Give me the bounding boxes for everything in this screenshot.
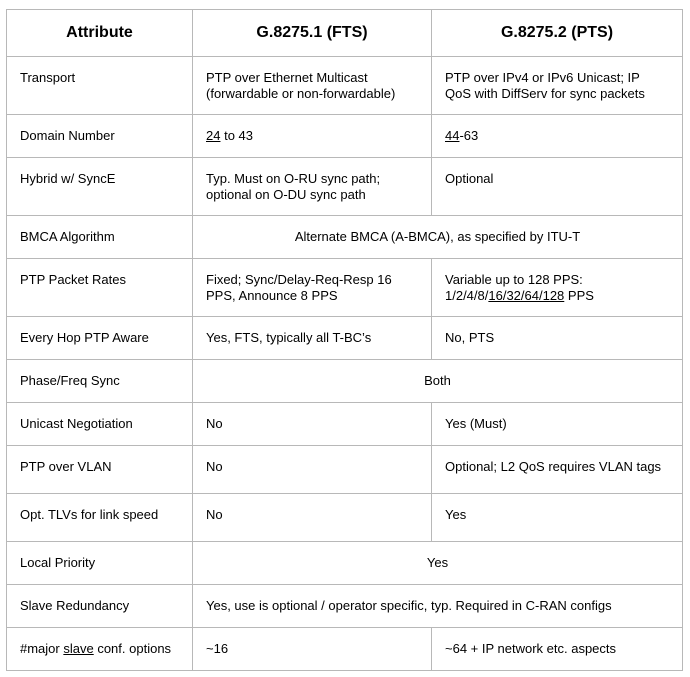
attr-vlan: PTP over VLAN — [7, 446, 193, 494]
attr-domain: Domain Number — [7, 115, 193, 158]
fts-vlan: No — [193, 446, 432, 494]
attr-rates: PTP Packet Rates — [7, 259, 193, 317]
attr-priority: Local Priority — [7, 542, 193, 585]
both-bmca: Alternate BMCA (A-BMCA), as specified by ITU-T — [193, 216, 683, 259]
attr-transport: Transport — [7, 57, 193, 115]
pts-options: ~64 + IP network etc. aspects — [432, 628, 683, 671]
pts-domain — [432, 115, 683, 158]
pts-domain-end: -63 — [459, 128, 479, 143]
attr-options-start: #major — [20, 641, 64, 656]
header-row — [7, 10, 683, 57]
attr-hybrid: Hybrid w/ SyncE — [7, 158, 193, 216]
attr-tlv: Opt. TLVs for link speed — [7, 494, 193, 542]
row-hybrid — [7, 158, 683, 216]
pts-vlan: Optional; L2 QoS requires VLAN tags — [432, 446, 683, 494]
fts-tlv: No — [193, 494, 432, 542]
fts-options: ~16 — [193, 628, 432, 671]
fts-domain-end: to 43 — [220, 128, 253, 143]
both-redundancy: Yes, use is optional / operator specific, typ. Required in C-RAN configs — [193, 585, 683, 628]
pts-hop: No, PTS — [432, 317, 683, 360]
row-phase — [7, 360, 683, 403]
header-attribute: Attribute — [7, 10, 193, 57]
header-pts: G.8275.2 (PTS) — [432, 10, 683, 57]
attr-phase: Phase/Freq Sync — [7, 360, 193, 403]
row-vlan — [7, 446, 683, 494]
pts-rates-underlined: 16/32/64/128 — [488, 288, 565, 303]
pts-transport: PTP over IPv4 or IPv6 Unicast; IP QoS with DiffServ for sync packets — [432, 57, 683, 115]
row-bmca — [7, 216, 683, 259]
both-priority: Yes — [193, 542, 683, 585]
fts-hop: Yes, FTS, typically all T-BC’s — [193, 317, 432, 360]
pts-tlv: Yes — [432, 494, 683, 542]
comparison-table — [6, 9, 683, 671]
row-unicast — [7, 403, 683, 446]
pts-rates-end: PPS — [564, 288, 594, 303]
attr-hop: Every Hop PTP Aware — [7, 317, 193, 360]
row-tlv — [7, 494, 683, 542]
fts-domain — [193, 115, 432, 158]
attr-bmca: BMCA Algorithm — [7, 216, 193, 259]
fts-rates: Fixed; Sync/Delay-Req-Resp 16 PPS, Announce 8 PPS — [193, 259, 432, 317]
attr-options-underlined: slave — [63, 641, 94, 656]
fts-domain-start: 24 — [206, 128, 221, 143]
attr-options-end: conf. options — [93, 641, 172, 656]
row-hop — [7, 317, 683, 360]
pts-rates — [432, 259, 683, 317]
pts-hybrid: Optional — [432, 158, 683, 216]
both-phase: Both — [193, 360, 683, 403]
row-redundancy — [7, 585, 683, 628]
row-rates — [7, 259, 683, 317]
header-fts: G.8275.1 (FTS) — [193, 10, 432, 57]
pts-unicast: Yes (Must) — [432, 403, 683, 446]
pts-rates-start: Variable up to 128 PPS: 1/2/4/8/ — [445, 272, 583, 303]
row-domain — [7, 115, 683, 158]
attr-redundancy: Slave Redundancy — [7, 585, 193, 628]
fts-unicast: No — [193, 403, 432, 446]
fts-transport: PTP over Ethernet Multicast (forwardable or non-forwardable) — [193, 57, 432, 115]
attr-options — [7, 628, 193, 671]
attr-unicast: Unicast Negotiation — [7, 403, 193, 446]
row-priority — [7, 542, 683, 585]
pts-domain-start: 44 — [445, 128, 460, 143]
row-options — [7, 628, 683, 671]
fts-hybrid: Typ. Must on O-RU sync path; optional on O-DU sync path — [193, 158, 432, 216]
row-transport — [7, 57, 683, 115]
